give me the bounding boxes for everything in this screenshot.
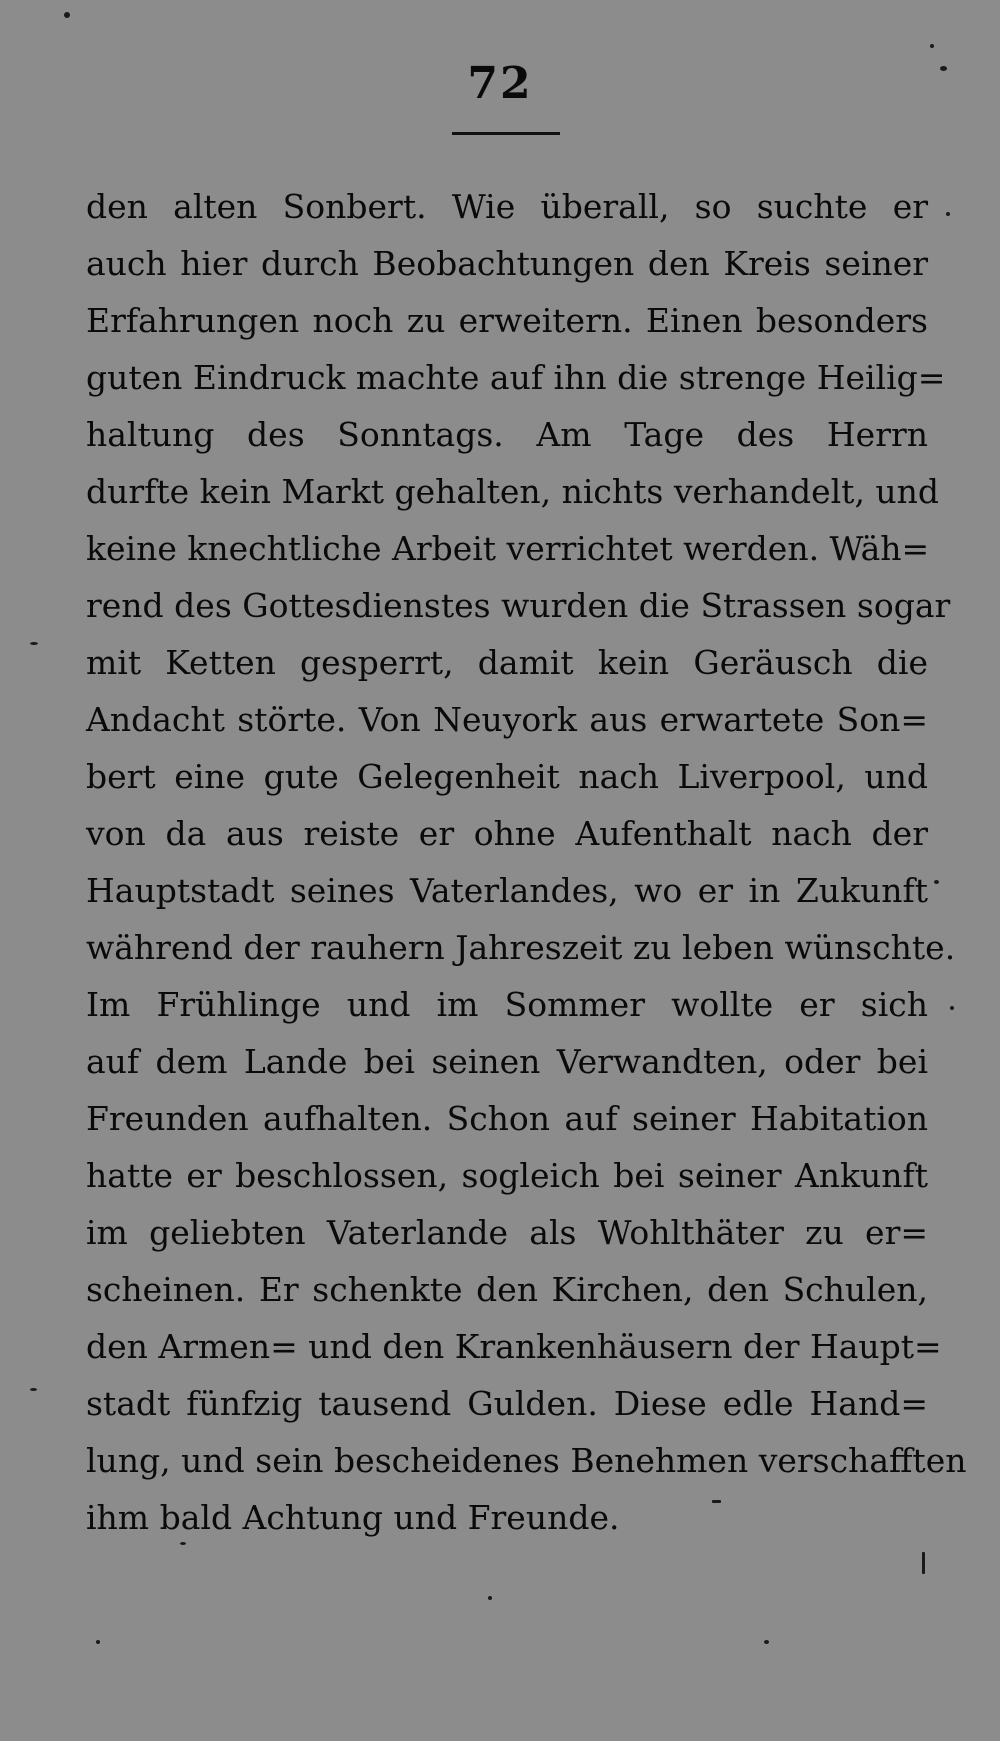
page-number: 72 [467,58,533,109]
scan-speck [950,1006,954,1010]
scan-speck [30,1388,37,1391]
scan-speck [930,44,934,48]
text-line: ihm bald Achtung und Freunde. [86,1498,620,1537]
text-line: lung, und sein bescheidenes Benehmen verschafften [86,1441,967,1480]
text-line: den alten Sonbert. Wie überall, so suchte er [86,187,928,226]
text-line: während der rauhern Jahreszeit zu leben wünschte. [86,928,956,967]
text-line: haltung des Sonntags. Am Tage des Herrn [86,415,928,454]
text-line: rend des Gottesdienstes wurden die Strassen sogar [86,586,951,625]
scan-speck [764,1640,769,1644]
text-line: keine knechtliche Arbeit verrichtet werden. Wäh= [86,529,930,568]
text-line: Hauptstadt seines Vaterlandes, wo er in Zukunft [86,871,928,910]
text-line: auf dem Lande bei seinen Verwandten, oder bei [86,1042,928,1081]
text-line: den Armen= und den Krankenhäusern der Haupt= [86,1327,942,1366]
scan-speck [180,1542,186,1545]
text-line: Erfahrungen noch zu erweitern. Einen besonders [86,301,928,340]
text-line: stadt fünfzig tausend Gulden. Diese edle Hand= [86,1384,928,1423]
scan-speck [934,880,939,884]
scan-speck [488,1596,492,1600]
scan-speck [30,642,38,645]
text-line: im geliebten Vaterlande als Wohlthäter zu er= [86,1213,928,1252]
scan-speck [96,1640,100,1644]
scan-speck [922,1552,925,1574]
text-line: Im Frühlinge und im Sommer wollte er sich [86,985,928,1024]
body-text [86,178,967,1546]
text-line: hatte er beschlossen, sogleich bei seiner Ankunft [86,1156,928,1195]
text-line: Andacht störte. Von Neuyork aus erwartete Son= [86,700,928,739]
scan-speck [64,12,70,18]
text-line: mit Ketten gesperrt, damit kein Geräusch die [86,643,928,682]
scan-speck [940,66,947,71]
text-line: auch hier durch Beobachtungen den Kreis seiner [86,244,928,283]
scan-speck [946,212,950,216]
text-line: scheinen. Er schenkte den Kirchen, den Schulen, [86,1270,928,1309]
text-line: durfte kein Markt gehalten, nichts verhandelt, und [86,472,940,511]
text-line: bert eine gute Gelegenheit nach Liverpool, und [86,757,928,796]
header-rule [452,132,560,135]
text-line: von da aus reiste er ohne Aufenthalt nach der [86,814,928,853]
text-line: guten Eindruck machte auf ihn die strenge Heilig= [86,358,946,397]
text-line: Freunden aufhalten. Schon auf seiner Habitation [86,1099,928,1138]
scan-speck [712,1500,721,1503]
